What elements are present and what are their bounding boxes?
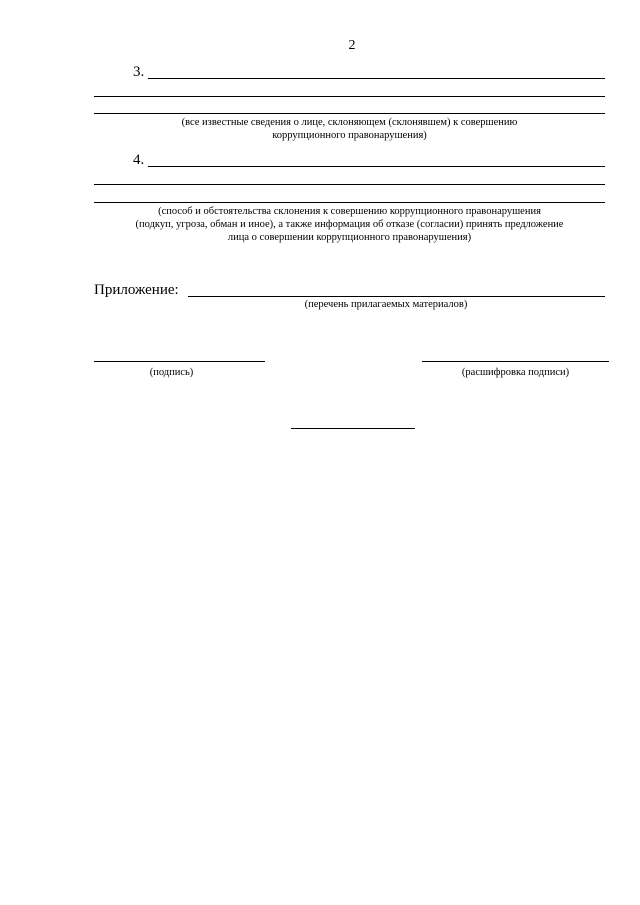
appendix-label: Приложение:	[94, 282, 179, 298]
section-4-caption-line-2: (подкуп, угроза, обман и иное), а также информация об отказе (согласии) принять предложение	[135, 219, 564, 230]
page-number: 2	[348, 38, 356, 53]
section-3-caption-line-1: (все известные сведения о лице, склоняющем (склонявшем) к совершению	[181, 117, 518, 128]
signature-decode-line[interactable]	[422, 361, 609, 362]
section-3-fill-line-1[interactable]	[148, 78, 605, 79]
section-4-caption	[94, 205, 605, 244]
section-4-caption-line-1: (способ и обстоятельства склонения к совершению коррупционного правонарушения	[158, 206, 541, 217]
section-4-fill-line-1[interactable]	[148, 166, 605, 167]
section-3-fill-line-3[interactable]	[94, 113, 605, 114]
section-4-number: 4.	[133, 152, 145, 168]
signature-decode-caption: (расшифровка подписи)	[461, 367, 570, 378]
appendix-caption: (перечень прилагаемых материалов)	[304, 299, 468, 310]
section-3-fill-line-2[interactable]	[94, 96, 605, 97]
section-4-fill-line-2[interactable]	[94, 184, 605, 185]
section-4-fill-line-3[interactable]	[94, 202, 605, 203]
closing-separator	[291, 428, 415, 429]
appendix-fill-line[interactable]	[188, 296, 605, 297]
section-3-caption	[94, 116, 605, 142]
signature-caption: (подпись)	[149, 367, 194, 378]
section-3-caption-line-2: коррупционного правонарушения)	[272, 130, 427, 141]
signature-line[interactable]	[94, 361, 265, 362]
section-3-number: 3.	[133, 64, 145, 80]
section-4-caption-line-3: лица о совершении коррупционного правонарушения)	[227, 232, 472, 243]
